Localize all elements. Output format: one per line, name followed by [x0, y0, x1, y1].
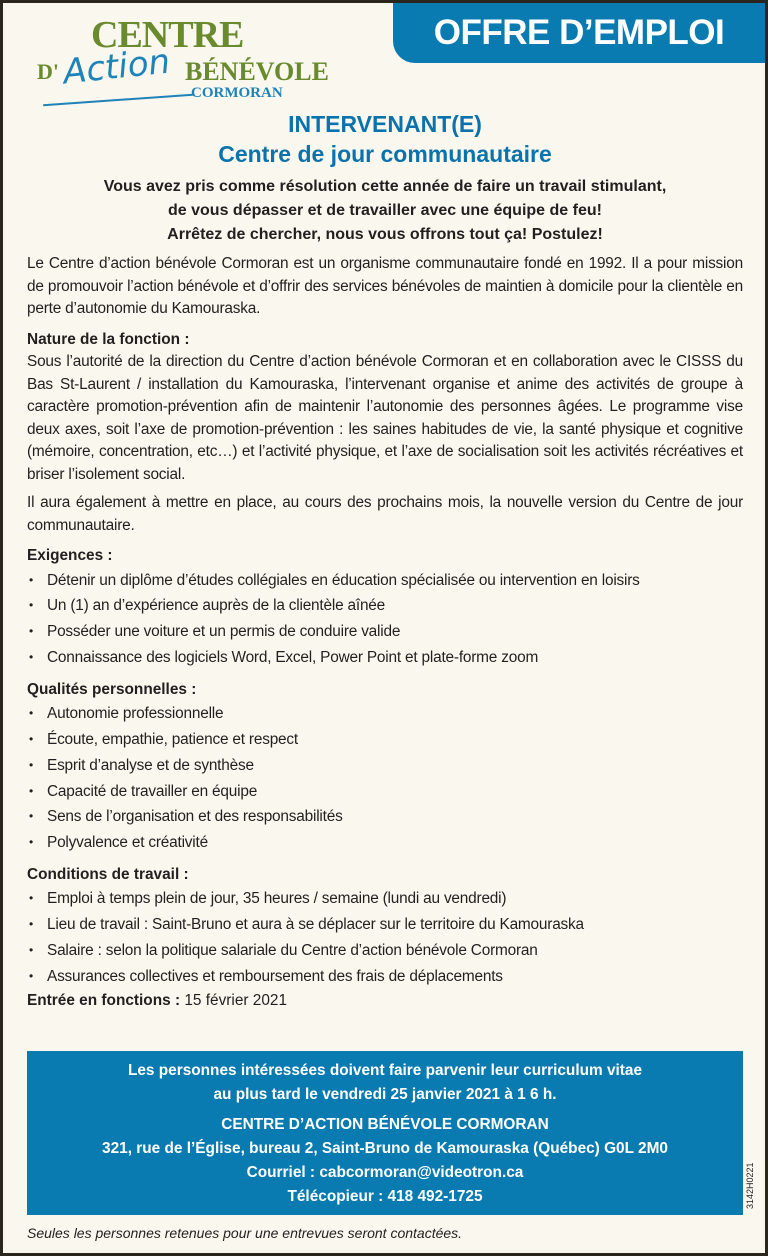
- logo-text: CORMORAN: [191, 85, 283, 101]
- list-item: • Polyvalence et créativité: [27, 830, 743, 856]
- conditions-list: [27, 886, 743, 989]
- list-item: • Lieu de travail : Saint-Bruno et aura à se déplacer sur le territoire du Kamouraska: [27, 912, 743, 938]
- logo-text: Action: [61, 41, 172, 93]
- intro-line: Arrêtez de chercher, nous vous offrons tout ça! Postulez!: [167, 226, 603, 243]
- intro-line: Vous avez pris comme résolution cette année de faire un travail stimulant,: [103, 178, 667, 195]
- exigences-list: [27, 568, 743, 671]
- logo-text: CENTRE: [91, 14, 244, 56]
- start-value: 15 février 2021: [180, 991, 288, 1009]
- list-item: • Capacité de travailler en équipe: [27, 779, 743, 805]
- contact-address: 321, rue de l’Église, bureau 2, Saint-Bruno de Kamouraska (Québec) G0L 2M0: [102, 1140, 668, 1157]
- list-item: • Détenir un diplôme d’études collégiales en éducation spécialisée ou intervention en loisirs: [27, 568, 743, 594]
- contact-email[interactable]: Courriel : cabcormoran@videotron.ca: [246, 1164, 524, 1181]
- intro-line: de vous dépasser et de travailler avec une équipe de feu!: [168, 202, 602, 219]
- section-heading: Nature de la fonction :: [27, 330, 190, 348]
- banner: OFFRE D’EMPLOI: [393, 3, 765, 63]
- intro: [27, 175, 743, 247]
- list-item: • Autonomie professionnelle: [27, 701, 743, 727]
- list-item: • Emploi à temps plein de jour, 35 heures / semaine (lundi au vendredi): [27, 886, 743, 912]
- paragraph: Il aura également à mettre en place, au cours des prochains mois, la nouvelle version du Centre de jour communautaire.: [27, 494, 743, 534]
- list-item: • Salaire : selon la politique salariale du Centre d’action bénévole Cormoran: [27, 938, 743, 964]
- logo-text: D': [37, 59, 59, 84]
- start-label: Entrée en fonctions :: [27, 991, 181, 1009]
- list-item: • Écoute, empathie, patience et respect: [27, 727, 743, 753]
- section-heading: Exigences :: [27, 547, 113, 564]
- logo-text: BÉNÉVOLE: [185, 57, 329, 86]
- job-title: INTERVENANT(E): [288, 111, 482, 137]
- section-heading: Qualités personnelles :: [27, 680, 197, 698]
- contact-line: Les personnes intéressées doivent faire parvenir leur curriculum vitae: [127, 1062, 643, 1079]
- logo-underline: [43, 94, 193, 106]
- list-item: • Assurances collectives et remboursement des frais de déplacements: [27, 964, 743, 990]
- section-heading: Conditions de travail :: [27, 865, 189, 883]
- description: Le Centre d’action bénévole Cormoran est un organisme communautaire fondé en 1992. Il a pour mission de promouvoir l’action bénévole et d’offrir des services bénévoles de maintien à domicile pour la clientèle en perte d’autonomie du Kamouraska.: [27, 255, 743, 317]
- qualites-list: [27, 701, 743, 856]
- job-subtitle: Centre de jour communautaire: [218, 141, 552, 167]
- list-item: • Connaissance des logiciels Word, Excel, Power Point et plate-forme zoom: [27, 645, 743, 671]
- job-posting: [3, 3, 765, 1253]
- logo: [37, 13, 327, 103]
- list-item: • Posséder une voiture et un permis de conduire valide: [27, 619, 743, 645]
- paragraph: Sous l’autorité de la direction du Centre d’action bénévole Cormoran et en collaboration avec le CISSS du Bas St-Laurent / installation du Kamouraska, l’intervenant organise et anime des activités de groupe à caractère promotion-prévention afin de maintenir l’autonomie des personnes âgées. Le programme vise deux axes, soit l’axe de promotion-prévention : les saines habitudes de vie, la santé physique et cognitive (mémoire, concentration, etc…) et l’activité physique, et l’axe de socialisation soit les activités récréatives et briser l’isolement social.: [27, 353, 743, 483]
- contact-box: [27, 1051, 743, 1215]
- footer-note: Seules les personnes retenues pour une entrevues seront contactées.: [27, 1225, 463, 1241]
- ad-code: 3142H0221: [745, 1162, 755, 1209]
- contact-fax: Télécopieur : 418 492-1725: [287, 1188, 483, 1205]
- contact-org: CENTRE D’ACTION BÉNÉVOLE CORMORAN: [221, 1116, 549, 1133]
- list-item: • Sens de l’organisation et des responsabilités: [27, 804, 743, 830]
- list-item: • Un (1) an d’expérience auprès de la clientèle aînée: [27, 593, 743, 619]
- content: [27, 109, 743, 1012]
- list-item: • Esprit d’analyse et de synthèse: [27, 753, 743, 779]
- start-date: [27, 990, 743, 1012]
- contact-line: au plus tard le vendredi 25 janvier 2021 à 1 6 h.: [213, 1086, 557, 1103]
